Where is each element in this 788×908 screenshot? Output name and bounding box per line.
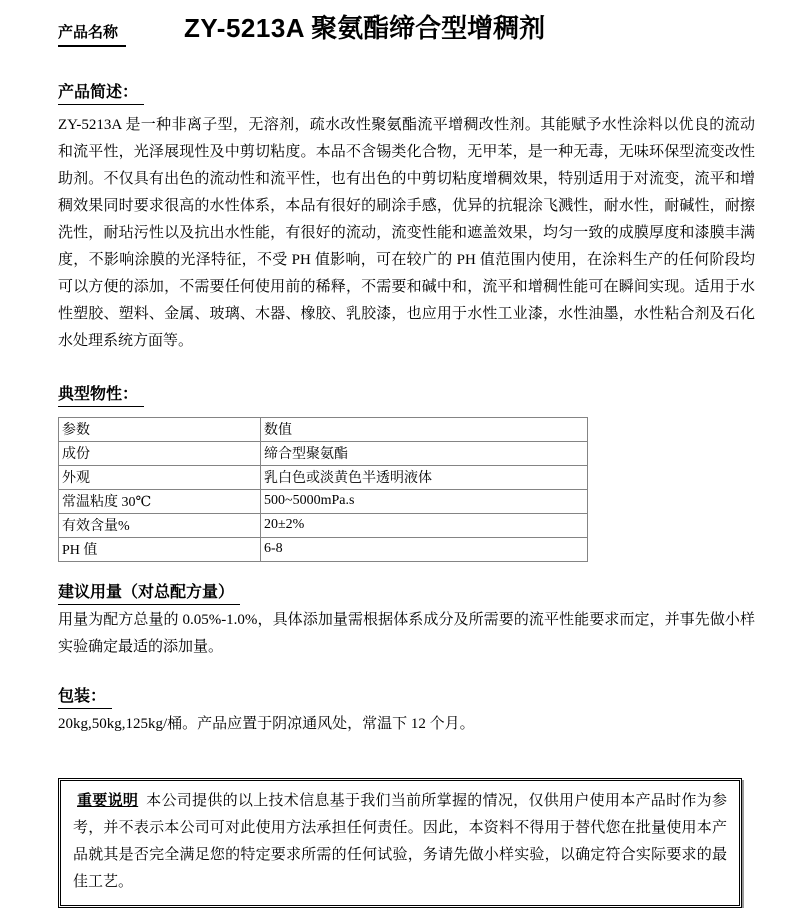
- section-heading-packaging: 包装：: [58, 683, 112, 709]
- table-cell-value: 6-8: [261, 538, 588, 562]
- important-notice-box: [58, 778, 742, 908]
- notice-text: 本公司提供的以上技术信息基于我们当前所掌握的情况，仅供用户使用本产品时作为参考，并不表示本公司可对此使用方法承担任何责任。因此，本资料不得用于替代您在批量使用本产品就其是否完全满足您的特定要求所需的任何试验，务请先做小样实验，以确定符合实际要求的最佳工艺。: [73, 793, 727, 890]
- section-packaging: [58, 683, 754, 738]
- table-header-value: 数值: [261, 418, 588, 442]
- product-title-name: 聚氨酯缔合型增稠剂: [311, 14, 546, 43]
- section-dosage: [58, 579, 754, 661]
- table-header-row: [59, 418, 588, 442]
- section-properties: [58, 381, 754, 562]
- table-cell-param: PH 值: [59, 538, 261, 562]
- section-intro: [58, 79, 754, 355]
- table-cell-param: 常温粘度 30℃: [59, 490, 261, 514]
- table-cell-value: 乳白色或淡黄色半透明液体: [261, 466, 588, 490]
- packaging-paragraph: 20kg,50kg,125kg/桶。产品应置于阴凉通风处，常温下 12 个月。: [58, 716, 475, 732]
- properties-table: [58, 417, 588, 562]
- product-code: ZY-5213A: [184, 13, 306, 43]
- section-heading-properties: 典型物性：: [58, 381, 144, 407]
- section-heading-intro: 产品简述：: [58, 79, 144, 105]
- table-row: [59, 538, 588, 562]
- table-row: [59, 490, 588, 514]
- section-heading-dosage: 建议用量（对总配方量）: [58, 579, 240, 605]
- table-row: [59, 466, 588, 490]
- table-cell-value: 20±2%: [261, 514, 588, 538]
- table-cell-value: 缔合型聚氨酯: [261, 442, 588, 466]
- table-cell-param: 外观: [59, 466, 261, 490]
- notice-label: 重要说明: [77, 793, 139, 809]
- table-row: [59, 514, 588, 538]
- table-header-param: 参数: [59, 418, 261, 442]
- intro-paragraph: ZY-5213A 是一种非离子型，无溶剂，疏水改性聚氨酯流平增稠改性剂。其能赋予水性涂料以优良的流动和流平性，光泽展现性及中剪切粘度。本品不含锡类化合物，无甲苯，是一种无毒，无味环保型流变改性助剂。不仅具有出色的流动性和流平性，也有出色的中剪切粘度增稠效果，特别适用于对流变，流平和增稠效果同时要求很高的水性体系，本品有很好的刷涂手感，优异的抗辊涂飞溅性，耐水性，耐碱性，耐擦洗性，耐玷污性以及抗出水性能，有很好的流动，流变性能和遮盖效果，均匀一致的成膜厚度和漆膜丰满度，不影响涂膜的光泽特征，不受 PH 值影响，可在较广的 PH 值范围内使用，在涂料生产的任何阶段均可以方便的添加，不需要任何使用前的稀释，不需要和碱中和，流平和增稠性能可在瞬间实现。适用于水性塑胶、塑料、金属、玻璃、木器、橡胶、乳胶漆，也应用于水性工业漆，水性油墨，水性粘合剂及石化水处理系统方面等。: [58, 117, 755, 349]
- doc-header: [58, 14, 754, 47]
- table-cell-param: 有效含量%: [59, 514, 261, 538]
- dosage-paragraph: 用量为配方总量的 0.05%-1.0%，具体添加量需根据体系成分及所需要的流平性能要求而定，并事先做小样实验确定最适的添加量。: [58, 612, 755, 655]
- page-title: [184, 14, 545, 44]
- table-cell-param: 成份: [59, 442, 261, 466]
- table-row: [59, 442, 588, 466]
- product-name-label: 产品名称: [58, 21, 126, 47]
- table-cell-value: 500~5000mPa.s: [261, 490, 588, 514]
